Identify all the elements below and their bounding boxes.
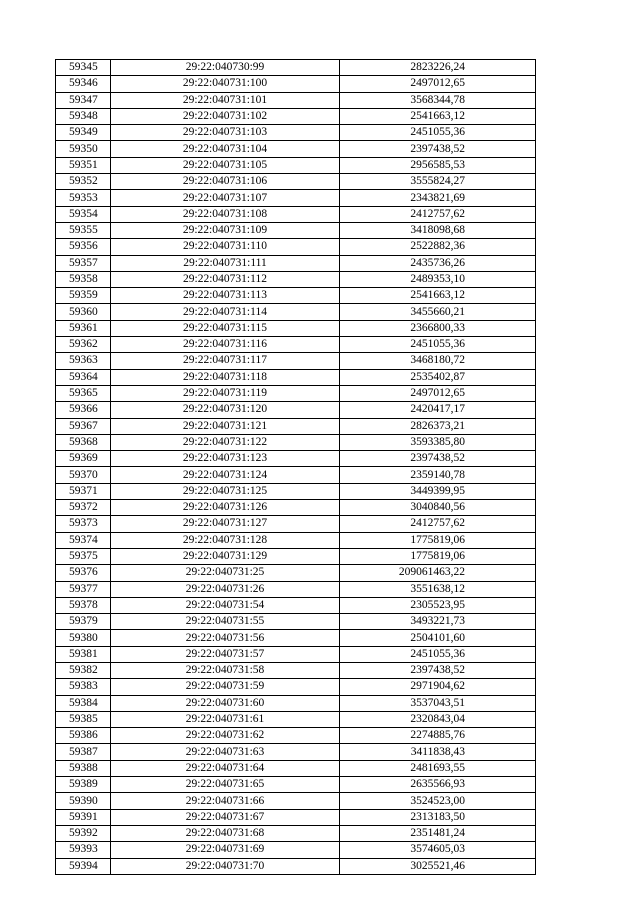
cadastral-number-cell: 29:22:040731:65 — [111, 777, 340, 793]
value-cell: 3524523,00 — [340, 793, 536, 809]
row-number-cell: 59387 — [56, 744, 111, 760]
value-cell: 3555824,27 — [340, 174, 536, 190]
row-number-cell: 59389 — [56, 777, 111, 793]
row-number-cell: 59381 — [56, 646, 111, 662]
table-row — [56, 369, 536, 385]
row-number-cell: 59364 — [56, 369, 111, 385]
cadastral-number-cell: 29:22:040731:117 — [111, 353, 340, 369]
value-cell: 2451055,36 — [340, 337, 536, 353]
table-row — [56, 565, 536, 581]
value-cell: 2541663,12 — [340, 288, 536, 304]
value-cell: 2274885,76 — [340, 728, 536, 744]
table-row — [56, 337, 536, 353]
table-row — [56, 206, 536, 222]
row-number-cell: 59392 — [56, 825, 111, 841]
cadastral-number-cell: 29:22:040731:105 — [111, 157, 340, 173]
row-number-cell: 59353 — [56, 190, 111, 206]
table-row — [56, 614, 536, 630]
table-row — [56, 646, 536, 662]
table-row — [56, 679, 536, 695]
row-number-cell: 59385 — [56, 711, 111, 727]
value-cell: 2451055,36 — [340, 646, 536, 662]
table-row — [56, 385, 536, 401]
table-row — [56, 516, 536, 532]
cadastral-number-cell: 29:22:040731:128 — [111, 532, 340, 548]
table-body — [56, 60, 536, 875]
cadastral-number-cell: 29:22:040731:104 — [111, 141, 340, 157]
row-number-cell: 59388 — [56, 760, 111, 776]
table-row — [56, 60, 536, 76]
value-cell: 3493221,73 — [340, 614, 536, 630]
value-cell: 2522882,36 — [340, 239, 536, 255]
row-number-cell: 59367 — [56, 418, 111, 434]
table-row — [56, 255, 536, 271]
cadastral-number-cell: 29:22:040731:25 — [111, 565, 340, 581]
cadastral-number-cell: 29:22:040731:123 — [111, 451, 340, 467]
cadastral-number-cell: 29:22:040731:116 — [111, 337, 340, 353]
row-number-cell: 59386 — [56, 728, 111, 744]
row-number-cell: 59366 — [56, 402, 111, 418]
row-number-cell: 59380 — [56, 630, 111, 646]
value-cell: 2635566,93 — [340, 777, 536, 793]
value-cell: 1775819,06 — [340, 532, 536, 548]
cadastral-number-cell: 29:22:040731:115 — [111, 320, 340, 336]
value-cell: 209061463,22 — [340, 565, 536, 581]
row-number-cell: 59345 — [56, 60, 111, 76]
cadastral-number-cell: 29:22:040731:106 — [111, 174, 340, 190]
cadastral-number-cell: 29:22:040731:111 — [111, 255, 340, 271]
table-row — [56, 744, 536, 760]
value-cell: 3455660,21 — [340, 304, 536, 320]
row-number-cell: 59350 — [56, 141, 111, 157]
value-cell: 3468180,72 — [340, 353, 536, 369]
value-cell: 3025521,46 — [340, 858, 536, 874]
value-cell: 2412757,62 — [340, 206, 536, 222]
row-number-cell: 59360 — [56, 304, 111, 320]
table-row — [56, 157, 536, 173]
value-cell: 2823226,24 — [340, 60, 536, 76]
cadastral-number-cell: 29:22:040731:112 — [111, 271, 340, 287]
row-number-cell: 59351 — [56, 157, 111, 173]
cadastral-number-cell: 29:22:040731:114 — [111, 304, 340, 320]
row-number-cell: 59374 — [56, 532, 111, 548]
value-cell: 2541663,12 — [340, 108, 536, 124]
cadastral-number-cell: 29:22:040731:59 — [111, 679, 340, 695]
value-cell: 2497012,65 — [340, 385, 536, 401]
table-row — [56, 825, 536, 841]
cadastral-number-cell: 29:22:040731:61 — [111, 711, 340, 727]
table-row — [56, 809, 536, 825]
value-cell: 3574605,03 — [340, 842, 536, 858]
row-number-cell: 59394 — [56, 858, 111, 874]
row-number-cell: 59384 — [56, 695, 111, 711]
value-cell: 2397438,52 — [340, 141, 536, 157]
table-row — [56, 467, 536, 483]
value-cell: 2320843,04 — [340, 711, 536, 727]
cadastral-number-cell: 29:22:040731:63 — [111, 744, 340, 760]
cadastral-number-cell: 29:22:040731:126 — [111, 500, 340, 516]
row-number-cell: 59371 — [56, 483, 111, 499]
value-cell: 3449399,95 — [340, 483, 536, 499]
value-cell: 3411838,43 — [340, 744, 536, 760]
row-number-cell: 59383 — [56, 679, 111, 695]
table-row — [56, 728, 536, 744]
row-number-cell: 59368 — [56, 434, 111, 450]
value-cell: 2351481,24 — [340, 825, 536, 841]
table-row — [56, 760, 536, 776]
row-number-cell: 59382 — [56, 662, 111, 678]
value-cell: 2535402,87 — [340, 369, 536, 385]
row-number-cell: 59356 — [56, 239, 111, 255]
cadastral-number-cell: 29:22:040731:26 — [111, 581, 340, 597]
table-row — [56, 320, 536, 336]
row-number-cell: 59362 — [56, 337, 111, 353]
table-row — [56, 108, 536, 124]
cadastral-number-cell: 29:22:040731:121 — [111, 418, 340, 434]
cadastral-number-cell: 29:22:040731:110 — [111, 239, 340, 255]
cadastral-number-cell: 29:22:040731:119 — [111, 385, 340, 401]
cadastral-number-cell: 29:22:040731:127 — [111, 516, 340, 532]
cadastral-number-cell: 29:22:040730:99 — [111, 60, 340, 76]
cadastral-number-cell: 29:22:040731:100 — [111, 76, 340, 92]
cadastral-number-cell: 29:22:040731:102 — [111, 108, 340, 124]
value-cell: 3551638,12 — [340, 581, 536, 597]
value-cell: 2489353,10 — [340, 271, 536, 287]
table-row — [56, 662, 536, 678]
row-number-cell: 59390 — [56, 793, 111, 809]
cadastral-number-cell: 29:22:040731:68 — [111, 825, 340, 841]
table-row — [56, 500, 536, 516]
table-row — [56, 402, 536, 418]
cadastral-number-cell: 29:22:040731:118 — [111, 369, 340, 385]
row-number-cell: 59376 — [56, 565, 111, 581]
row-number-cell: 59369 — [56, 451, 111, 467]
cadastral-number-cell: 29:22:040731:62 — [111, 728, 340, 744]
cadastral-number-cell: 29:22:040731:122 — [111, 434, 340, 450]
cadastral-number-cell: 29:22:040731:58 — [111, 662, 340, 678]
table-row — [56, 532, 536, 548]
cadastral-number-cell: 29:22:040731:57 — [111, 646, 340, 662]
row-number-cell: 59349 — [56, 125, 111, 141]
table-row — [56, 239, 536, 255]
row-number-cell: 59378 — [56, 597, 111, 613]
table-row — [56, 597, 536, 613]
cadastral-number-cell: 29:22:040731:129 — [111, 548, 340, 564]
cadastral-number-cell: 29:22:040731:56 — [111, 630, 340, 646]
table-row — [56, 777, 536, 793]
value-cell: 1775819,06 — [340, 548, 536, 564]
row-number-cell: 59346 — [56, 76, 111, 92]
row-number-cell: 59373 — [56, 516, 111, 532]
row-number-cell: 59372 — [56, 500, 111, 516]
row-number-cell: 59393 — [56, 842, 111, 858]
row-number-cell: 59354 — [56, 206, 111, 222]
row-number-cell: 59361 — [56, 320, 111, 336]
row-number-cell: 59348 — [56, 108, 111, 124]
table-row — [56, 793, 536, 809]
value-cell: 2412757,62 — [340, 516, 536, 532]
cadastral-number-cell: 29:22:040731:113 — [111, 288, 340, 304]
cadastral-number-cell: 29:22:040731:120 — [111, 402, 340, 418]
row-number-cell: 59370 — [56, 467, 111, 483]
value-cell: 2497012,65 — [340, 76, 536, 92]
value-cell: 2397438,52 — [340, 451, 536, 467]
cadastral-number-cell: 29:22:040731:125 — [111, 483, 340, 499]
row-number-cell: 59347 — [56, 92, 111, 108]
value-cell: 2435736,26 — [340, 255, 536, 271]
value-cell: 3593385,80 — [340, 434, 536, 450]
table-row — [56, 695, 536, 711]
row-number-cell: 59355 — [56, 222, 111, 238]
cadastral-number-cell: 29:22:040731:108 — [111, 206, 340, 222]
table-row — [56, 353, 536, 369]
table-row — [56, 76, 536, 92]
row-number-cell: 59377 — [56, 581, 111, 597]
value-cell: 2313183,50 — [340, 809, 536, 825]
table-row — [56, 288, 536, 304]
value-cell: 2343821,69 — [340, 190, 536, 206]
cadastral-number-cell: 29:22:040731:66 — [111, 793, 340, 809]
row-number-cell: 59359 — [56, 288, 111, 304]
cadastral-number-cell: 29:22:040731:60 — [111, 695, 340, 711]
cadastral-value-table — [55, 59, 536, 875]
table-row — [56, 125, 536, 141]
table-row — [56, 858, 536, 874]
table-row — [56, 630, 536, 646]
value-cell: 2366800,33 — [340, 320, 536, 336]
cadastral-number-cell: 29:22:040731:109 — [111, 222, 340, 238]
value-cell: 3568344,78 — [340, 92, 536, 108]
value-cell: 2305523,95 — [340, 597, 536, 613]
row-number-cell: 59375 — [56, 548, 111, 564]
cadastral-number-cell: 29:22:040731:69 — [111, 842, 340, 858]
row-number-cell: 59391 — [56, 809, 111, 825]
table-row — [56, 92, 536, 108]
table-row — [56, 548, 536, 564]
cadastral-number-cell: 29:22:040731:101 — [111, 92, 340, 108]
value-cell: 2956585,53 — [340, 157, 536, 173]
cadastral-number-cell: 29:22:040731:107 — [111, 190, 340, 206]
value-cell: 2481693,55 — [340, 760, 536, 776]
table-row — [56, 842, 536, 858]
value-cell: 2504101,60 — [340, 630, 536, 646]
table-row — [56, 174, 536, 190]
row-number-cell: 59352 — [56, 174, 111, 190]
table-row — [56, 418, 536, 434]
value-cell: 2451055,36 — [340, 125, 536, 141]
row-number-cell: 59357 — [56, 255, 111, 271]
cadastral-number-cell: 29:22:040731:103 — [111, 125, 340, 141]
row-number-cell: 59358 — [56, 271, 111, 287]
row-number-cell: 59365 — [56, 385, 111, 401]
table-row — [56, 141, 536, 157]
value-cell: 3040840,56 — [340, 500, 536, 516]
cadastral-number-cell: 29:22:040731:67 — [111, 809, 340, 825]
table-row — [56, 434, 536, 450]
value-cell: 3537043,51 — [340, 695, 536, 711]
value-cell: 3418098,68 — [340, 222, 536, 238]
value-cell: 2397438,52 — [340, 662, 536, 678]
table-row — [56, 711, 536, 727]
row-number-cell: 59379 — [56, 614, 111, 630]
value-cell: 2826373,21 — [340, 418, 536, 434]
table-row — [56, 190, 536, 206]
table-row — [56, 304, 536, 320]
cadastral-number-cell: 29:22:040731:55 — [111, 614, 340, 630]
table-row — [56, 581, 536, 597]
value-cell: 2420417,17 — [340, 402, 536, 418]
table-row — [56, 483, 536, 499]
table-row — [56, 271, 536, 287]
value-cell: 2971904,62 — [340, 679, 536, 695]
cadastral-number-cell: 29:22:040731:124 — [111, 467, 340, 483]
table-row — [56, 222, 536, 238]
cadastral-number-cell: 29:22:040731:70 — [111, 858, 340, 874]
cadastral-number-cell: 29:22:040731:54 — [111, 597, 340, 613]
value-cell: 2359140,78 — [340, 467, 536, 483]
cadastral-number-cell: 29:22:040731:64 — [111, 760, 340, 776]
table-row — [56, 451, 536, 467]
row-number-cell: 59363 — [56, 353, 111, 369]
